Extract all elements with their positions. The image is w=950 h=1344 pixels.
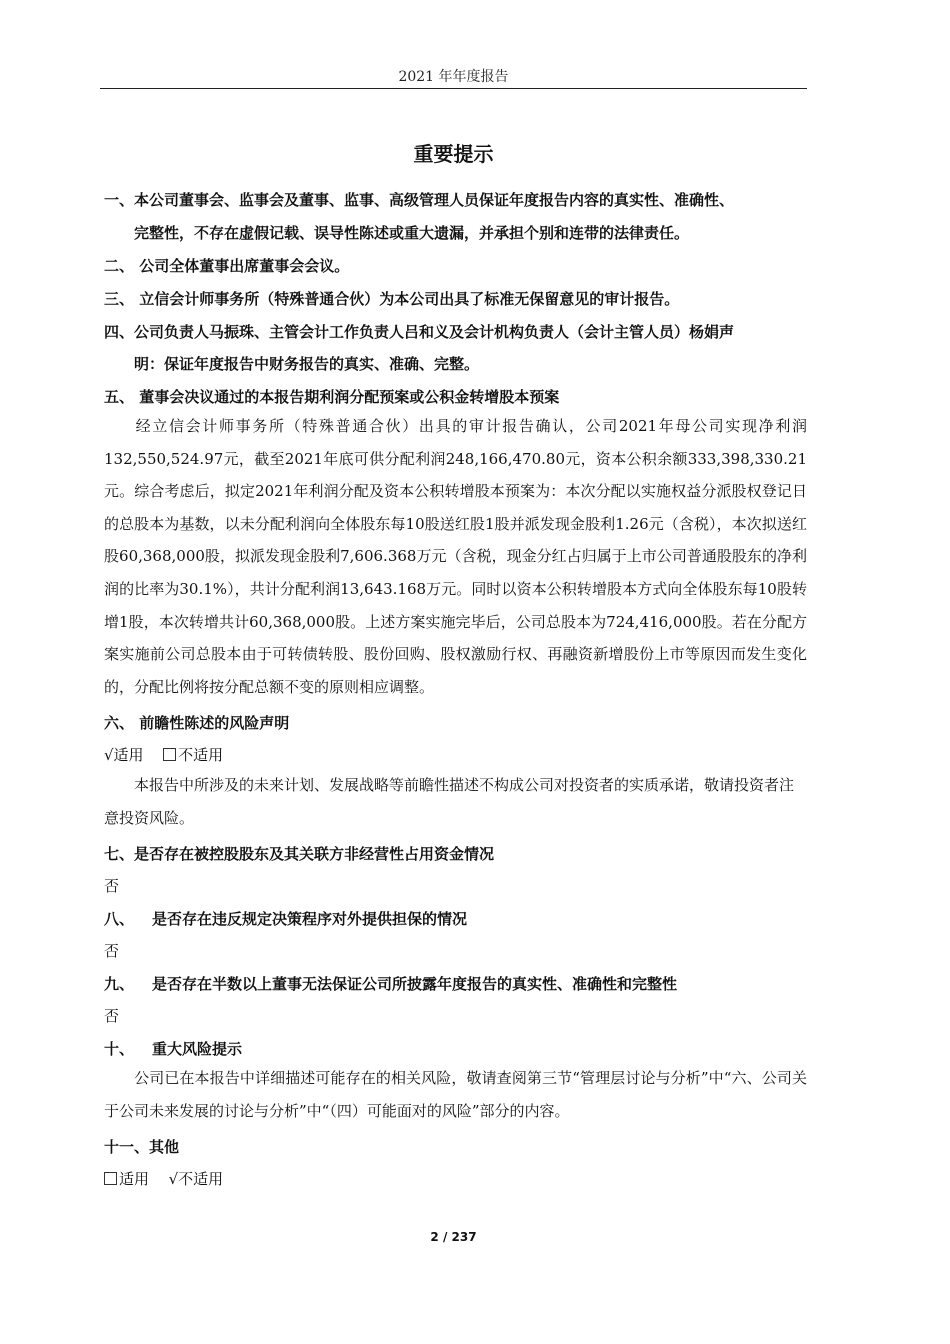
item-8-heading	[104, 908, 467, 929]
item-4-line-1: 四、公司负责人马振珠、主管会计工作负责人吕和义及会计机构负责人（会计主管人员）杨娟声	[104, 323, 735, 341]
item-8-number: 八、	[104, 910, 135, 928]
item-6-options	[104, 744, 223, 765]
item-9-number: 九、	[104, 975, 135, 993]
item-6-body	[104, 769, 807, 834]
item-4-line-2: 明：保证年度报告中财务报告的真实、准确、完整。	[134, 355, 480, 373]
item-2: 二、 公司全体董事出席董事会会议。	[104, 257, 350, 275]
item-10-heading	[104, 1038, 242, 1059]
option-applicable-checked: √适用	[104, 746, 144, 764]
option-applicable: 适用	[119, 1170, 150, 1188]
item-9-answer: 否	[104, 1007, 120, 1025]
item-1-line-1: 一、本公司董事会、监事会及董事、监事、高级管理人员保证年度报告内容的真实性、准确性、	[104, 191, 735, 209]
item-10-body-text: 公司已在本报告中详细描述可能存在的相关风险，敬请查阅第三节“管理层讨论与分析”中“六、公司关于公司未来发展的讨论与分析”中“（四）可能面对的风险”部分的内容。	[104, 1069, 807, 1120]
item-9-text: 是否存在半数以上董事无法保证公司所披露年度报告的真实性、准确性和完整性	[152, 975, 678, 993]
page-number: 2 / 237	[430, 1230, 477, 1244]
item-6-heading: 六、 前瞻性陈述的风险声明	[104, 714, 290, 732]
item-10-number: 十、	[104, 1040, 135, 1058]
item-10-text: 重大风险提示	[152, 1040, 243, 1058]
item-9-heading	[104, 973, 677, 994]
item-3: 三、 立信会计师事务所（特殊普通合伙）为本公司出具了标准无保留意见的审计报告。	[104, 290, 680, 308]
page-title: 重要提示	[413, 142, 494, 166]
item-11-heading: 十一、其他	[104, 1138, 180, 1156]
item-8-answer: 否	[104, 942, 120, 960]
item-5-heading: 五、 董事会决议通过的本报告期利润分配预案或公积金转增股本预案	[104, 388, 560, 406]
checkbox-empty-icon	[104, 1172, 117, 1185]
header-divider	[100, 88, 807, 89]
item-5-body-text: 经立信会计师事务所（特殊普通合伙）出具的审计报告确认，公司2021年母公司实现净利润132,550,524.97元，截至2021年底可供分配利润248,166,470.80元，资本公积余额333,398,330.21元。综合考虑后，拟定2021年利润分配及资本公积转增股本预案为：本次分配以实施权益分派股权登记日的总股本为基数，以未分配利润向全体股东每10股送红股1股并派发现金股利1.26元（含税），本次拟送红股60,368,000股，拟派发现金股利7,606.368万元（含税，现金分红占归属于上市公司普通股股东的净利润的比率为30.1%），共计分配利润13,643.168万元。同时以资本公积转增股本方式向全体股东每10股转增1股，本次转增共计60,368,000股。上述方案实施完毕后，公司总股本为724,416,000股。若在分配方案实施前公司总股本由于可转债转股、股份回购、股权激励行权、再融资新增股份上市等原因而发生变化的，分配比例将按分配总额不变的原则相应调整。	[104, 417, 807, 696]
item-5-body	[104, 410, 807, 703]
option-not-applicable: 不适用	[178, 746, 224, 764]
item-8-text: 是否存在违反规定决策程序对外提供担保的情况	[152, 910, 468, 928]
item-7-answer: 否	[104, 877, 120, 895]
option-not-applicable-checked: √不适用	[168, 1170, 224, 1188]
item-7-heading: 七、是否存在被控股股东及其关联方非经营性占用资金情况	[104, 845, 495, 863]
item-6-body-text: 本报告中所涉及的未来计划、发展战略等前瞻性描述不构成公司对投资者的实质承诺，敬请投资者注意投资风险。	[104, 776, 795, 827]
checkbox-empty-icon	[163, 748, 176, 761]
item-11-options	[104, 1168, 223, 1189]
item-1-line-2: 完整性，不存在虚假记载、误导性陈述或重大遗漏，并承担个别和连带的法律责任。	[134, 224, 690, 242]
item-10-body	[104, 1062, 807, 1127]
report-header: 2021 年年度报告	[398, 69, 509, 85]
